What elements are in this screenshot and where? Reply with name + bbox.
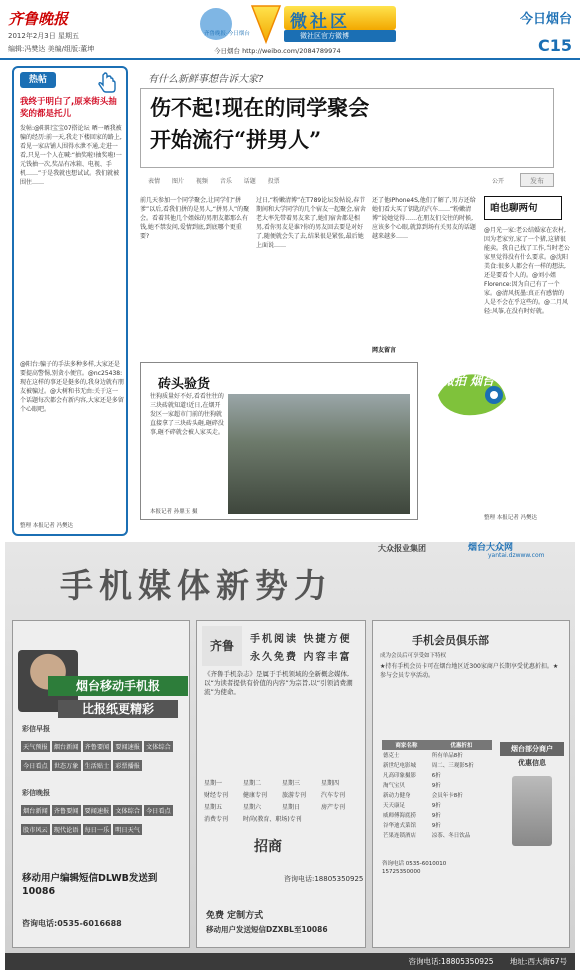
tag: 股市风云 xyxy=(21,824,50,835)
schedule-cell: 星期二 xyxy=(243,780,262,787)
tag: 烟台新闻 xyxy=(52,741,81,752)
schedule-cell: 房产专刊 xyxy=(321,804,346,811)
emoji-button[interactable]: 表情 xyxy=(148,178,161,185)
tag: 文体综合 xyxy=(144,741,173,752)
video-button[interactable]: 视频 xyxy=(195,178,208,185)
table-cell: 德克士 xyxy=(383,753,400,759)
photo-caption: 往狗质量好不好,看看往往的三块砖就知道!近日,在烟开发区一家超市门前的往狗就直接拿了三块砖头砸,砸碎没事,砸不碎就会被人家买走。 xyxy=(150,393,224,436)
ad-logo[interactable]: 烟台大众网 xyxy=(468,543,514,553)
headline-line-1: 伤不起!现在的同学聚会 xyxy=(150,95,370,120)
tag: 齐鲁要闻 xyxy=(83,741,112,752)
table-cell: 谷华迪式菜馆 xyxy=(383,823,417,829)
table-cell: 凉茶、冬日饮品 xyxy=(431,833,471,839)
table-cell: 9折 xyxy=(431,813,441,819)
table-cell: 9折 xyxy=(431,823,441,829)
table-row xyxy=(382,800,492,810)
banner-small-text: 齐鲁晚报·今日烟台 xyxy=(204,31,250,37)
tag: 天气预报 xyxy=(21,741,50,752)
date-line: 2012年2月3日 星期五 xyxy=(8,32,79,40)
tag: 现代论语 xyxy=(52,824,81,835)
topic-button[interactable]: 话题 xyxy=(243,178,256,185)
table-cell: 芒果连锁酒店 xyxy=(383,833,417,839)
post-prompt[interactable]: 有什么新鲜事想告诉大家? xyxy=(148,74,264,85)
market-photo xyxy=(228,394,410,514)
paper-logo: 齐鲁晚报 xyxy=(8,10,69,28)
footer-address: 地址:西大街67号 xyxy=(509,957,567,966)
ad-p2-body: 《齐鲁手机杂志》是属于手机领域的全新概念媒体,以“为读者提供有价值的内容”为宗旨,以“引领消费潮流”为使命。 xyxy=(204,670,353,696)
table-cell: 新动力健身 xyxy=(383,793,411,799)
table-cell: 所有单品8折 xyxy=(431,753,463,759)
tag: 烟台新闻 xyxy=(21,805,50,816)
weipai-text: 微拍 烟台 xyxy=(442,374,495,388)
table-row xyxy=(382,780,492,790)
article-source: 网友留言 xyxy=(372,347,397,354)
tag: 文体综合 xyxy=(113,805,142,816)
table-cell: 9折 xyxy=(431,803,441,809)
ad-p1-subtitle: 比报纸更精彩 xyxy=(58,700,178,718)
ad-p2-free: 免费 定制方式 xyxy=(206,911,264,921)
ad-title: 手机媒体新势力 xyxy=(60,566,333,605)
schedule-cell: 旅游专刊 xyxy=(282,792,307,799)
table-row xyxy=(382,770,492,780)
ad-p1-title: 烟台移动手机报 xyxy=(48,676,188,696)
table-cell: 新世纪电影城 xyxy=(383,763,417,769)
ad-p3-subtitle: 成为会员后可享受如下特权 xyxy=(380,653,447,659)
schedule-cell: 星期四 xyxy=(321,780,340,787)
ad-p1-early-tags xyxy=(20,734,184,772)
left-post-title[interactable]: 我终于明白了,原来街头抽奖的都是托儿 xyxy=(20,97,117,119)
music-button[interactable]: 音乐 xyxy=(219,178,232,185)
ad-group-name: 大众报业集团 xyxy=(378,544,426,553)
ad-p1-early-label: 彩信早报 xyxy=(22,725,50,733)
table-cell: 会员年卡8折 xyxy=(431,793,463,799)
ad-p1-late-tags xyxy=(20,798,184,836)
tag: 生活贴士 xyxy=(83,760,112,771)
schedule-cell: 星期三 xyxy=(282,780,301,787)
image-button[interactable]: 图片 xyxy=(171,178,184,185)
article-column-1: 前几天参加一个同学聚会,让同学们“拼爹”以后,看我们拼的是男人,“拼男人”的聚会。看着其他几个姐妹的男朋友都那么有钱,她不禁发问,爱情到底,到底哪个更重要? xyxy=(140,197,250,240)
photo-credit: 本报记者 孙鼎玉 摄 xyxy=(150,509,198,515)
article-column-3: 还了他iPhone4S,他们了解了,男方还给她们看大买了钥匙的汽车……“粉嫩清博”说她觉得……在朋友们交往的时候,应该多个心眼,就算到场有关男友的话题越来越多…… xyxy=(372,197,476,240)
hot-post-tag: 热帖 xyxy=(20,72,56,88)
schedule-cell: 星期一 xyxy=(204,780,223,787)
tag: 明日天气 xyxy=(113,824,142,835)
schedule-cell: 健康专刊 xyxy=(243,792,268,799)
page-number: C15 xyxy=(537,36,572,55)
tag: 要闻速报 xyxy=(113,741,142,752)
ad-logo-url[interactable]: yantai.dzwww.com xyxy=(488,552,545,559)
table-header: 商家名称 xyxy=(395,743,418,749)
ad-p1-phone: 咨询电话:0535-6016688 xyxy=(22,919,122,928)
table-row xyxy=(382,750,492,760)
table-cell: 6折 xyxy=(431,773,441,779)
table-cell: 9折 xyxy=(431,783,441,789)
weibo-url[interactable]: 今日烟台 http://weibo.com/2084789974 xyxy=(214,47,341,55)
schedule-cell: 星期五 xyxy=(204,804,223,811)
table-cell: 淘气宝贝 xyxy=(383,783,406,789)
ad-p2-subtitle: 永久免费 内容丰富 xyxy=(250,652,352,663)
table-cell: 天天康足 xyxy=(383,803,406,809)
table-row xyxy=(382,810,492,820)
schedule-cell: 汽车专刊 xyxy=(321,792,346,799)
hand-cursor-icon xyxy=(96,72,118,94)
ad-p1-late-label: 彩信晚报 xyxy=(22,789,50,797)
tag: 每日一乐 xyxy=(83,824,112,835)
ad-p3-title: 手机会员俱乐部 xyxy=(412,634,489,647)
ad-p2-title: 手机阅读 快捷方便 xyxy=(250,634,352,645)
publish-button[interactable]: 发布 xyxy=(520,173,554,187)
right-title: 咱也聊两句 xyxy=(490,203,538,214)
ad-p3-table xyxy=(382,740,492,840)
left-post-comments: @阳台:骗子的手法多种多样,大家还是要提高警惕,别贪小便宜。@nc25438:现在这样的事还是挺多的,我身边就有朋友被骗过。@大树和书无由:关于这一个话题每次都会有新内容,大家还是多留个心眼吧。 xyxy=(20,361,124,413)
ad-p2-recruit: 招商 xyxy=(254,839,282,855)
tag: 齐鲁要闻 xyxy=(52,805,81,816)
section-title: 今日烟台 xyxy=(519,12,572,27)
schedule-cell: 时尚(教育、职场)专刊 xyxy=(243,816,302,823)
table-row xyxy=(382,760,492,770)
banner-subtitle: 微社区官方微博 xyxy=(300,32,349,40)
left-signature: 整理 本报记者 冯樊达 xyxy=(20,523,73,529)
ad-p3-store-sub: 优惠信息 xyxy=(518,759,546,767)
table-row xyxy=(382,830,492,840)
banner-title: 微社区 xyxy=(290,12,350,32)
photo-title: 砖头验货 xyxy=(155,373,213,392)
right-signature: 整理 本报记者 冯樊达 xyxy=(484,515,537,521)
vote-button[interactable]: 投票 xyxy=(267,178,280,185)
ad-p2-phone: 咨询电话:18805350925 xyxy=(284,875,364,883)
table-cell: 凡高印象摄影 xyxy=(383,773,417,779)
mobile-magazine-logo: 齐鲁 xyxy=(202,626,242,666)
tag: 要闻速报 xyxy=(83,805,112,816)
ad-footer xyxy=(5,953,575,970)
right-body: @月光一家:老公结婚家在农村,因为老家穷,家了一个猪,这猪很能卖。我自己找了工作,当时老公家里觉得没有什么要求。@沈阳美食:很多人都会有一样的想法,还是要看个人的。@刘小姐Florence:因为自己有了一个家。@清风抚墨:真正有感情的人是不会在乎这些的。@二月风轻:风筝,在没有时好就。 xyxy=(484,227,570,315)
table-row xyxy=(382,790,492,800)
tag: 世态万象 xyxy=(52,760,81,771)
ad-p2-schedule xyxy=(204,778,360,826)
headline xyxy=(150,92,550,156)
ad-p3-body: ★持有手机会员卡可在烟台地区近300家商户长期享受优惠折扣。★参与会员专享活动。 xyxy=(380,663,559,679)
schedule-cell: 星期日 xyxy=(282,804,301,811)
kiosk-image xyxy=(512,776,552,846)
ad-p1-sms: 移动用户编辑短信DLWB发送到10086 xyxy=(22,873,158,897)
tag: 今日看点 xyxy=(144,805,173,816)
editors-line: 编辑:冯樊达 美编/组版:董坤 xyxy=(8,45,95,53)
ad-p2-sms: 移动用户发送短信DZXBL至10086 xyxy=(206,925,328,934)
table-cell: 威师傅海底捞 xyxy=(383,813,417,819)
schedule-cell: 星期六 xyxy=(243,804,262,811)
ad-p3-phone: 咨询电话 0535-6010010 15725350000 xyxy=(382,861,447,875)
schedule-cell: 消费专刊 xyxy=(204,816,229,823)
table-cell: 周二、三观影5折 xyxy=(431,763,474,769)
article-column-2: 过日,“粉嫩清博”在T789论坛发帖说,春节期间和大学同学的几个宿友一起聚会,宿舍老大率先带着男友来了,她们宿舍都是相男,看你男友是谁?你的男友回去要是对好了,随便就会失了去,结果很是紧张,最后她上面说…… xyxy=(256,197,366,249)
headline-line-2: 开始流行“拼男人” xyxy=(150,127,322,152)
footer-phone: 咨询电话:18805350925 xyxy=(408,957,494,966)
tag: 彩票播报 xyxy=(113,760,142,771)
ad-p3-store-label: 烟台部分商户 xyxy=(500,742,564,756)
table-row xyxy=(382,820,492,830)
post-toolbar xyxy=(148,176,548,188)
tag: 今日看点 xyxy=(21,760,50,771)
left-post-body: 发帖:@阳阳宝宝07搭论坛 晒一晒我被骗的经历:前一天,我走下楼回家的路上,看见一家店铺人围得水泄不通,走进一看,只见一个人在喊:“抽奖啦!抽奖啦!一元钱抽一次,奖品有冰箱、电视、手机……”于是我就也想试试。我们就被围住…… xyxy=(20,125,122,186)
schedule-cell: 财经专刊 xyxy=(204,792,229,799)
table-header: 优惠折扣 xyxy=(450,743,473,749)
visibility-select[interactable]: 公开 xyxy=(492,178,505,185)
